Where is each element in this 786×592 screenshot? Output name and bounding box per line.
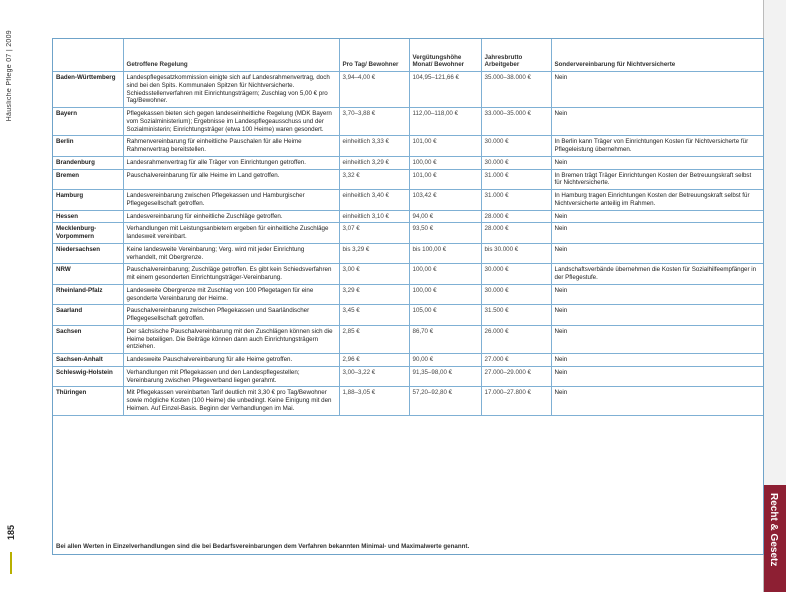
cell-land: Bremen	[53, 169, 123, 190]
cell-jahresbrutto: 27.000–29.000 €	[481, 366, 551, 387]
cell-sonder: In Berlin kann Träger von Einrichtungen Kosten für Nichtversicherte für Pflegeleistung übernehmen.	[551, 136, 763, 157]
cell-jahresbrutto: 27.000 €	[481, 354, 551, 367]
cell-jahresbrutto: 28.000 €	[481, 223, 551, 244]
table-row	[53, 210, 763, 223]
cell-pro-tag: 3,07 €	[339, 223, 409, 244]
table-row	[53, 243, 763, 264]
cell-regelung: Landesweite Pauschalvereinbarung für alle Heime getroffen.	[123, 354, 339, 367]
table-row	[53, 325, 763, 353]
table-row	[53, 366, 763, 387]
header-sonder: Sondervereinbarung für Nichtversicherte	[551, 39, 763, 72]
running-title: Häusliche Pflege 07 | 2009	[6, 30, 13, 122]
cell-monat: 100,00 €	[409, 284, 481, 305]
header-regelung: Getroffene Regelung	[123, 39, 339, 72]
cell-land: Schleswig-Holstein	[53, 366, 123, 387]
cell-jahresbrutto: 30.000 €	[481, 136, 551, 157]
cell-sonder: Landschaftsverbände übernehmen die Kosten für Sozialhilfeempfänger in der Pflegestufe.	[551, 264, 763, 285]
cell-pro-tag: 2,85 €	[339, 325, 409, 353]
cell-jahresbrutto: 33.000–35.000 €	[481, 108, 551, 136]
table-row	[53, 136, 763, 157]
cell-land: Bayern	[53, 108, 123, 136]
cell-land: Baden-Württemberg	[53, 72, 123, 108]
cell-jahresbrutto: 26.000 €	[481, 325, 551, 353]
cell-sonder: Nein	[551, 325, 763, 353]
cell-land: Rheinland-Pfalz	[53, 284, 123, 305]
table-row	[53, 387, 763, 415]
cell-sonder: In Hamburg tragen Einrichtungen Kosten der Betreuungskraft selbst für Nichtversicherte anteilig im Rahmen.	[551, 190, 763, 211]
cell-jahresbrutto: 30.000 €	[481, 284, 551, 305]
table-row	[53, 354, 763, 367]
cell-pro-tag: bis 3,29 €	[339, 243, 409, 264]
cell-land: Sachsen-Anhalt	[53, 354, 123, 367]
cell-jahresbrutto: 31.000 €	[481, 190, 551, 211]
cell-land: Saarland	[53, 305, 123, 326]
cell-pro-tag: einheitlich 3,33 €	[339, 136, 409, 157]
cell-pro-tag: 1,88–3,05 €	[339, 387, 409, 415]
cell-sonder: Nein	[551, 72, 763, 108]
cell-monat: 101,00 €	[409, 136, 481, 157]
table-row	[53, 305, 763, 326]
cell-regelung: Landesvereinbarung für einheitliche Zuschläge getroffen.	[123, 210, 339, 223]
cell-sonder: Nein	[551, 387, 763, 415]
table-header-row	[53, 39, 763, 72]
cell-sonder: In Bremen trägt Träger Einrichtungen Kosten der Betreuungskraft selbst für Nichtversicherte.	[551, 169, 763, 190]
header-pro-tag: Pro Tag/ Bewohner	[339, 39, 409, 72]
cell-regelung: Pauschalvereinbarung zwischen Pflegekassen und Saarländischer Pflegegesellschaft getroffen.	[123, 305, 339, 326]
cell-jahresbrutto: 30.000 €	[481, 264, 551, 285]
header-land	[53, 39, 123, 72]
cell-sonder: Nein	[551, 284, 763, 305]
cell-monat: 57,20–92,80 €	[409, 387, 481, 415]
cell-regelung: Keine landesweite Vereinbarung; Verg. wird mit jeder Einrichtung verhandelt, mit Obergrenze.	[123, 243, 339, 264]
cell-monat: 105,00 €	[409, 305, 481, 326]
cell-land: Niedersachsen	[53, 243, 123, 264]
cell-pro-tag: 3,45 €	[339, 305, 409, 326]
table-row	[53, 169, 763, 190]
cell-monat: 93,50 €	[409, 223, 481, 244]
accent-mark	[10, 552, 24, 574]
table-row	[53, 264, 763, 285]
page-number: 185	[6, 525, 16, 541]
cell-land: Berlin	[53, 136, 123, 157]
cell-jahresbrutto: 28.000 €	[481, 210, 551, 223]
cell-monat: 112,00–118,00 €	[409, 108, 481, 136]
cell-regelung: Landesvereinbarung zwischen Pflegekassen und Hamburgischer Pflegegesellschaft getroffen.	[123, 190, 339, 211]
cell-monat: 91,35–98,00 €	[409, 366, 481, 387]
cell-land: Brandenburg	[53, 156, 123, 169]
cell-pro-tag: 2,96 €	[339, 354, 409, 367]
cell-pro-tag: 3,32 €	[339, 169, 409, 190]
cell-sonder: Nein	[551, 366, 763, 387]
cell-land: NRW	[53, 264, 123, 285]
cell-sonder: Nein	[551, 156, 763, 169]
table-row	[53, 284, 763, 305]
table-row	[53, 108, 763, 136]
cell-sonder: Nein	[551, 243, 763, 264]
table-row	[53, 72, 763, 108]
cell-regelung: Mit Pflegekassen vereinbarten Tarif deutlich mit 3,30 € pro Tag/Bewohner sowie mögliche Kosten (100 Heime) die unbedingt. Keine Einigung mit den Heimen. Auf Einzel-Basis. Beginn der Verhandlungen im Mai.	[123, 387, 339, 415]
cell-regelung: Verhandlungen mit Leistungsanbietern ergeben für einheitliche Zuschläge landesweit vereinbart.	[123, 223, 339, 244]
cell-pro-tag: einheitlich 3,40 €	[339, 190, 409, 211]
cell-pro-tag: 3,94–4,00 €	[339, 72, 409, 108]
table	[53, 39, 763, 416]
cell-monat: 100,00 €	[409, 156, 481, 169]
cell-regelung: Pauschalvereinbarung für alle Heime im Land getroffen.	[123, 169, 339, 190]
cell-regelung: Pflegekassen bieten sich gegen landeseinheitliche Regelung (MDK Bayern vom Sozialministerium); Ergebnisse im Landespflegeausschuss und der Sozialministerin; Einrichtungsträger (etwa 100 Heime) waren gesondert.	[123, 108, 339, 136]
cell-pro-tag: 3,70–3,88 €	[339, 108, 409, 136]
header-jahresbrutto: Jahresbrutto Arbeitgeber	[481, 39, 551, 72]
section-tab-label: Recht & Gesetz	[768, 493, 779, 567]
remuneration-table	[52, 38, 764, 555]
table-row	[53, 223, 763, 244]
cell-regelung: Verhandlungen mit Pflegekassen und den Landespflegestellen; Vereinbarung zwischen Pflegeverband liegen gerahmt.	[123, 366, 339, 387]
table-row	[53, 156, 763, 169]
cell-regelung: Landesweite Obergrenze mit Zuschlag von 100 Pflegetagen für eine gesonderte Vereinbarung der Heime.	[123, 284, 339, 305]
cell-monat: 86,70 €	[409, 325, 481, 353]
cell-monat: 104,95–121,66 €	[409, 72, 481, 108]
cell-sonder: Nein	[551, 354, 763, 367]
cell-sonder: Nein	[551, 108, 763, 136]
cell-jahresbrutto: 31.000 €	[481, 169, 551, 190]
cell-monat: 101,00 €	[409, 169, 481, 190]
cell-pro-tag: 3,00–3,22 €	[339, 366, 409, 387]
cell-pro-tag: einheitlich 3,29 €	[339, 156, 409, 169]
cell-regelung: Rahmenvereinbarung für einheitliche Pauschalen für alle Heime Rahmenvertrag bereitstellen.	[123, 136, 339, 157]
cell-monat: 90,00 €	[409, 354, 481, 367]
cell-regelung: Landespflegesatzkommission einigte sich auf Landesrahmenvertrag, doch sind bei den Spits. Kommunalen Spitzen für Nichtversicherte. Schiedsstellenverfahren mit Einrichtungsträgern; Zuschlag von 5,00 € pro Tag/Bewohner.	[123, 72, 339, 108]
table-footnote: Bei allen Werten in Einzelverhandlungen sind die bei Bedarfsvereinbarungen dem Verfahren bekannten Minimal- und Maximalwerte genannt.	[56, 543, 470, 550]
cell-sonder: Nein	[551, 305, 763, 326]
cell-land: Mecklenburg-Vorpommern	[53, 223, 123, 244]
left-margin	[0, 0, 40, 592]
cell-monat: bis 100,00 €	[409, 243, 481, 264]
cell-jahresbrutto: 35.000–38.000 €	[481, 72, 551, 108]
section-tab	[764, 485, 786, 592]
cell-monat: 103,42 €	[409, 190, 481, 211]
cell-pro-tag: 3,00 €	[339, 264, 409, 285]
cell-jahresbrutto: 30.000 €	[481, 156, 551, 169]
cell-jahresbrutto: bis 30.000 €	[481, 243, 551, 264]
cell-regelung: Landesrahmenvertrag für alle Träger von Einrichtungen getroffen.	[123, 156, 339, 169]
cell-jahresbrutto: 31.500 €	[481, 305, 551, 326]
cell-land: Hamburg	[53, 190, 123, 211]
cell-pro-tag: einheitlich 3,10 €	[339, 210, 409, 223]
cell-sonder: Nein	[551, 210, 763, 223]
cell-pro-tag: 3,29 €	[339, 284, 409, 305]
table-row	[53, 190, 763, 211]
header-monat: Vergütungshöhe Monat/ Bewohner	[409, 39, 481, 72]
cell-land: Sachsen	[53, 325, 123, 353]
cell-monat: 94,00 €	[409, 210, 481, 223]
cell-monat: 100,00 €	[409, 264, 481, 285]
cell-regelung: Pauschalvereinbarung; Zuschläge getroffen. Es gibt kein Schiedsverfahren mit einem gesonderten Einrichtungsträger-Vereinbarung.	[123, 264, 339, 285]
cell-sonder: Nein	[551, 223, 763, 244]
cell-jahresbrutto: 17.000–27.800 €	[481, 387, 551, 415]
cell-regelung: Der sächsische Pauschalvereinbarung mit den Zuschlägen können sich die Heime beteiligen. Die Beiträge können dann auch Einrichtungsträgern entziehen.	[123, 325, 339, 353]
cell-land: Hessen	[53, 210, 123, 223]
cell-land: Thüringen	[53, 387, 123, 415]
